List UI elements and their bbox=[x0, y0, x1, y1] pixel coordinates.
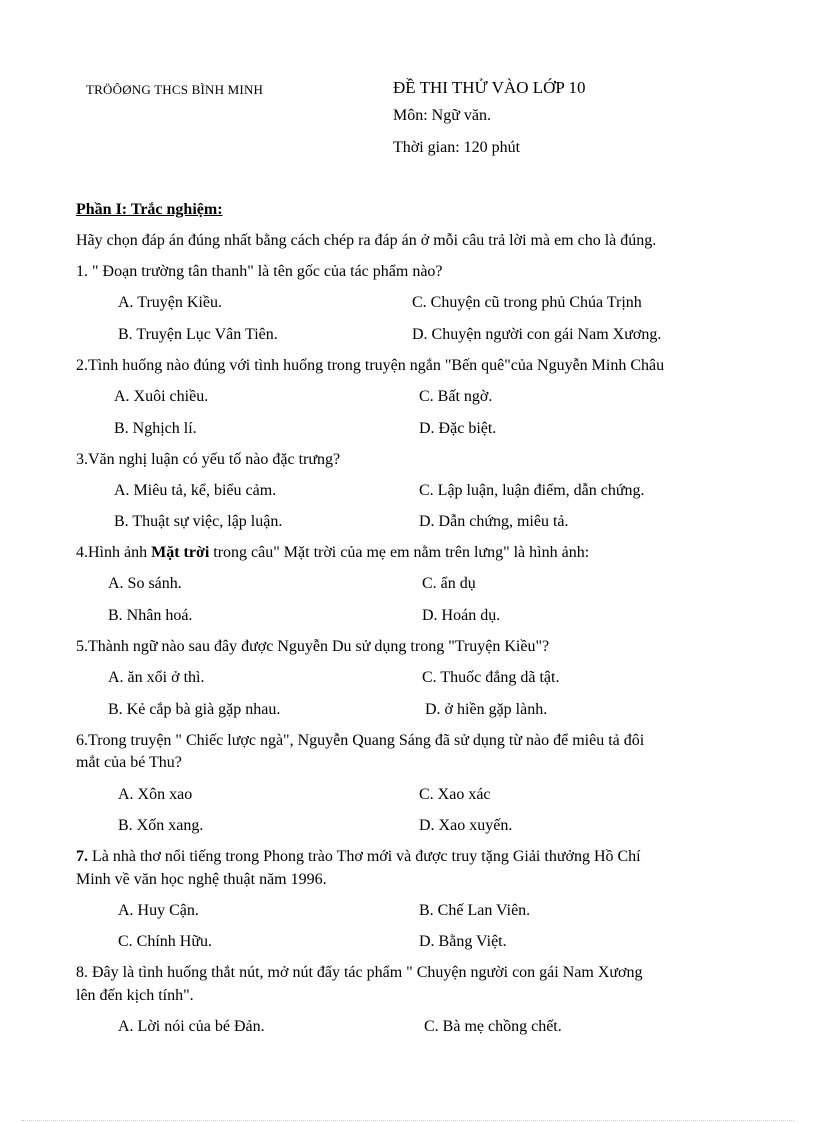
q7-option-d: D. Bằng Việt. bbox=[419, 933, 507, 950]
section-heading: Phần I: Trắc nghiệm: bbox=[76, 201, 223, 218]
q4-option-d: D. Hoán dụ. bbox=[422, 607, 501, 624]
exam-title: ĐỀ THI THỬ VÀO LỚP 10 bbox=[393, 78, 586, 97]
q2-option-b: B. Nghịch lí. bbox=[114, 420, 197, 437]
question-7-line-2: Minh về văn học nghệ thuật năm 1996. bbox=[76, 871, 327, 888]
q6-option-c: C. Xao xác bbox=[419, 786, 491, 803]
q7-option-b: B. Chế Lan Viên. bbox=[419, 902, 531, 919]
school-name: TRÖÔØNG THCS BÌNH MINH bbox=[86, 82, 264, 97]
q4-text-post: trong câu" Mặt trời của mẹ em nằm trên lưng" là hình ảnh: bbox=[209, 544, 590, 561]
q4-option-a: A. So sánh. bbox=[108, 575, 182, 592]
q1-option-b: B. Truyện Lục Vân Tiên. bbox=[118, 326, 278, 343]
page-bottom-divider bbox=[22, 1120, 794, 1121]
question-8-line-2: lên đến kịch tính". bbox=[76, 987, 194, 1004]
question-4 bbox=[76, 543, 589, 563]
q3-option-c: C. Lập luận, luận điểm, dẫn chứng. bbox=[419, 482, 645, 499]
q6-option-b: B. Xốn xang. bbox=[118, 817, 204, 834]
instruction-text: Hãy chọn đáp án đúng nhất bằng cách chép ra đáp án ở mỗi câu trả lời mà em cho là đúng. bbox=[76, 232, 657, 249]
question-1: 1. " Đoạn trường tân thanh" là tên gốc của tác phẩm nào? bbox=[76, 263, 443, 280]
q6-option-d: D. Xao xuyến. bbox=[419, 817, 513, 834]
q4-text-pre: 4.Hình ảnh bbox=[76, 544, 152, 561]
question-7-line-1 bbox=[76, 847, 641, 867]
q8-option-a: A. Lời nói của bé Đản. bbox=[118, 1018, 265, 1035]
q4-text-bold: Mặt trời bbox=[151, 544, 210, 561]
question-5: 5.Thành ngữ nào sau đây được Nguyễn Du sử dụng trong "Truyện Kiều"? bbox=[76, 638, 550, 655]
q3-option-d: D. Dẫn chứng, miêu tả. bbox=[419, 513, 569, 530]
q4-option-b: B. Nhân hoá. bbox=[108, 607, 193, 624]
subject-line: Môn: Ngữ văn. bbox=[393, 107, 491, 124]
q3-option-a: A. Miêu tả, kể, biểu cảm. bbox=[114, 482, 277, 499]
q2-option-c: C. Bất ngờ. bbox=[419, 388, 493, 405]
q6-option-a: A. Xôn xao bbox=[118, 786, 193, 803]
q2-option-a: A. Xuôi chiều. bbox=[114, 388, 209, 405]
q1-option-d: D. Chuyện người con gái Nam Xương. bbox=[412, 326, 662, 343]
question-3: 3.Văn nghị luận có yếu tố nào đặc trưng? bbox=[76, 451, 341, 468]
q5-option-b: B. Kẻ cắp bà già gặp nhau. bbox=[108, 701, 281, 718]
q7-option-a: A. Huy Cận. bbox=[118, 902, 199, 919]
q2-option-d: D. Đặc biệt. bbox=[419, 420, 497, 437]
q5-option-a: A. ăn xổi ở thì. bbox=[108, 669, 205, 686]
q8-option-c: C. Bà mẹ chồng chết. bbox=[424, 1018, 562, 1035]
q1-option-a: A. Truyện Kiều. bbox=[118, 294, 223, 311]
q7-number: 7. bbox=[76, 848, 88, 865]
q7-option-c: C. Chính Hữu. bbox=[118, 933, 213, 950]
question-8-line-1: 8. Đây là tình huống thắt nút, mở nút đẩy tác phẩm " Chuyện người con gái Nam Xương bbox=[76, 964, 643, 981]
time-line: Thời gian: 120 phút bbox=[393, 139, 521, 156]
q1-option-c: C. Chuyện cũ trong phủ Chúa Trịnh bbox=[412, 294, 642, 311]
question-6-line-2: mắt của bé Thu? bbox=[76, 754, 182, 771]
q5-option-c: C. Thuốc đắng dã tật. bbox=[422, 669, 560, 686]
question-2: 2.Tình huống nào đúng với tình huống trong truyện ngắn "Bến quê"của Nguyễn Minh Châu bbox=[76, 357, 665, 374]
q5-option-d: D. ở hiền gặp lành. bbox=[425, 701, 548, 718]
q4-option-c: C. ẩn dụ bbox=[422, 575, 476, 592]
q3-option-b: B. Thuật sự việc, lập luận. bbox=[114, 513, 283, 530]
question-6-line-1: 6.Trong truyện " Chiếc lược ngà", Nguyễn Quang Sáng đã sử dụng từ nào để miêu tả đôi bbox=[76, 732, 645, 749]
q7-line-1-text: Là nhà thơ nổi tiếng trong Phong trào Thơ mới và được truy tặng Giải thưởng Hồ Chí bbox=[88, 848, 641, 865]
